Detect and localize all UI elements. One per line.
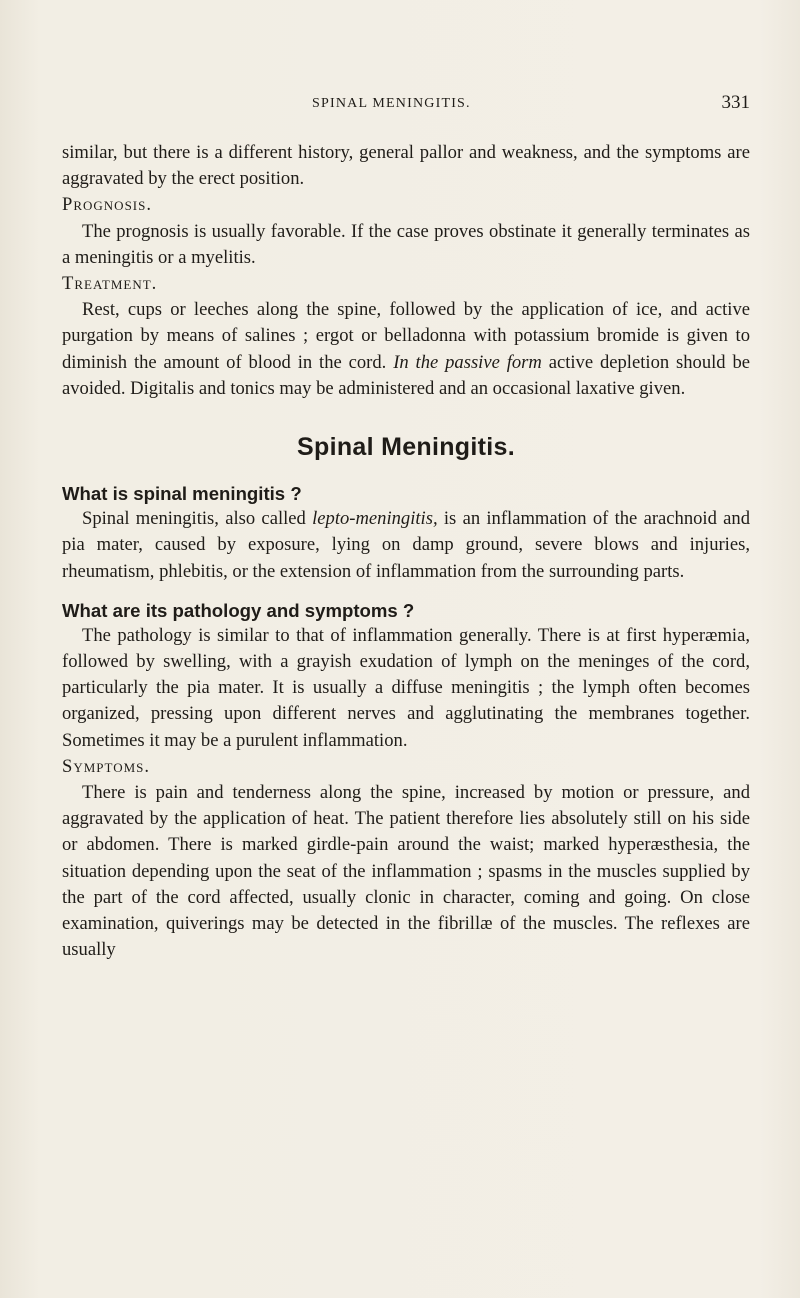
answer-1-part2: is an inflammation of the arachnoid and pia mater, caused by exposure, lying on damp ground, severe blows and injuries, rheumatism, phlebitis, or the extension of inflammation from the surrounding parts. <box>62 508 750 582</box>
treatment-heading: Treatment. <box>62 273 158 295</box>
answer-2: The pathology is similar to that of inflammation generally. There is at first hyperæmia, followed by swelling, with a grayish exudation of lymph on the meninges of the cord, particularly the pia mater. It is usually a diffuse meningitis ; the lymph often becomes organized, pressing upon different nerves and agglutinating the membranes together. Sometimes it may be a purulent inflammation. <box>62 624 750 751</box>
prognosis-heading: Prognosis. <box>62 194 153 216</box>
treatment-text-a: Rest, cups or leeches along the spine, followed by the application of ice, and active purgation by means of salines ; ergot or belladonna with potassium bromide is given to diminish the amount of blood in the cord. <box>62 299 750 373</box>
answer-1 <box>62 506 750 585</box>
symptoms-heading: Symptoms. <box>62 755 151 777</box>
running-head: SPINAL MENINGITIS. <box>312 96 471 111</box>
symptoms-paragraph: There is pain and tenderness along the spine, increased by motion or pressure, and aggravated by the application of heat. The patient therefore lies absolutely still on his side or abdomen. There is marked girdle-pain around the waist; marked hyperæsthesia, the situation depending upon the seat of the inflammation ; spasms in the muscles supplied by the part of the cord affected, usually clonic in character, coming and going. On close examination, quiverings may be detected in the fibrillæ of the muscles. The reflexes are usually <box>62 782 750 961</box>
treatment-paragraph <box>62 297 750 402</box>
page-number: 331 <box>721 92 750 113</box>
question-2: What are its pathology and symptoms ? <box>62 599 415 621</box>
page-body <box>62 140 750 963</box>
answer-1-part1: Spinal meningitis, also called <box>82 508 306 530</box>
intro-paragraph: similar, but there is a different history, general pallor and weakness, and the symptoms are aggravated by the erect position. <box>62 142 750 190</box>
prognosis-paragraph: The prognosis is usually favorable. If the case proves obstinate it generally terminates as a meningitis or a myelitis. <box>62 220 750 268</box>
treatment-text-b: active depletion should be avoided. Digitalis and tonics may be administered and an occasional laxative given. <box>62 351 751 399</box>
page-header <box>60 92 750 122</box>
treatment-italic: In the passive form <box>393 351 542 373</box>
question-1: What is spinal meningitis ? <box>62 483 302 505</box>
answer-1-italic: lepto-meningitis, <box>312 508 438 530</box>
section-title: Spinal Meningitis. <box>297 433 515 462</box>
